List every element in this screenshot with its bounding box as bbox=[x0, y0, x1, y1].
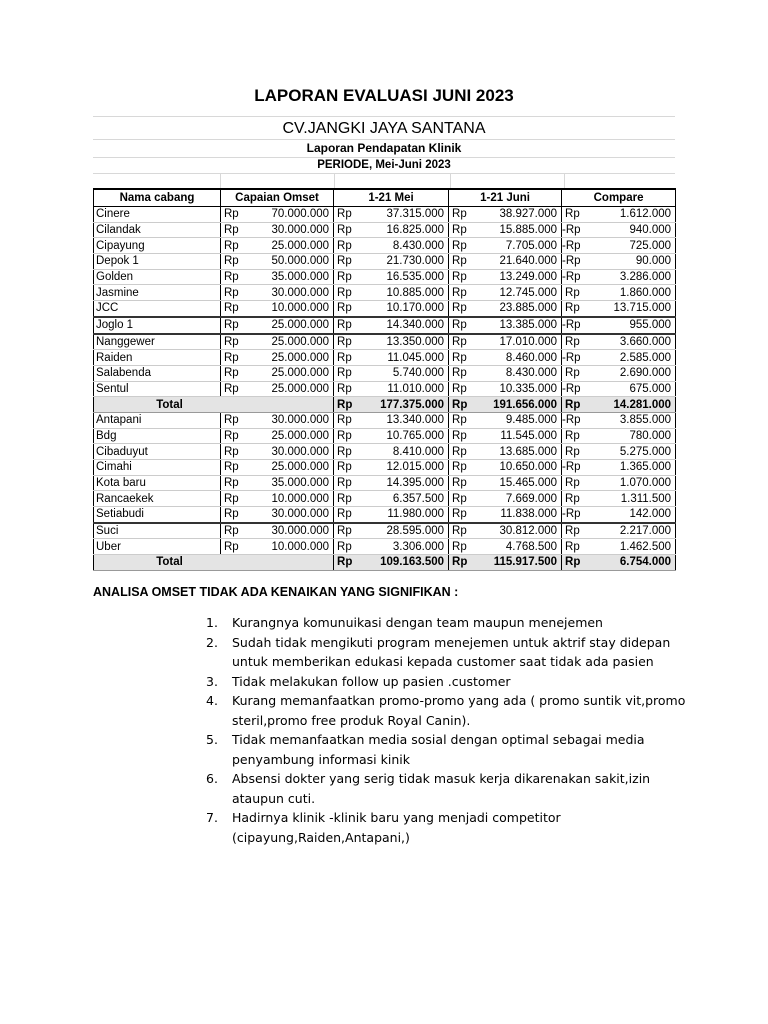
header-target: Capaian Omset bbox=[221, 189, 334, 207]
analysis-heading: ANALISA OMSET TIDAK ADA KENAIKAN YANG SIGNIFIKAN : bbox=[93, 585, 459, 599]
table-row bbox=[94, 365, 676, 381]
june-value: 8.430.000 bbox=[471, 365, 562, 381]
may-value: 10.765.000 bbox=[356, 428, 449, 444]
target-value: 30.000.000 bbox=[243, 222, 334, 238]
currency-label: Rp bbox=[221, 412, 243, 428]
currency-label: Rp bbox=[221, 444, 243, 460]
currency-label: Rp bbox=[334, 222, 356, 238]
june-value: 7.705.000 bbox=[471, 238, 562, 254]
currency-label: Rp bbox=[334, 491, 356, 507]
currency-label: Rp bbox=[334, 555, 356, 571]
currency-label: Rp bbox=[562, 475, 584, 491]
compare-value: 2.585.000 bbox=[584, 350, 676, 366]
may-value: 11.045.000 bbox=[356, 350, 449, 366]
table-row bbox=[94, 317, 676, 334]
may-value: 5.740.000 bbox=[356, 365, 449, 381]
branch-name: Sentul bbox=[94, 381, 221, 397]
header-branch: Nama cabang bbox=[94, 189, 221, 207]
branch-name: Antapani bbox=[94, 412, 221, 428]
currency-label: Rp bbox=[221, 365, 243, 381]
compare-value: 1.462.500 bbox=[584, 539, 676, 555]
total-row bbox=[94, 555, 676, 571]
item-number: 4. bbox=[206, 693, 218, 708]
analysis-list bbox=[206, 613, 686, 847]
table-row bbox=[94, 350, 676, 366]
table-row bbox=[94, 301, 676, 317]
compare-value: 955.000 bbox=[584, 317, 676, 334]
currency-label: Rp bbox=[449, 254, 471, 270]
currency-label: -Rp bbox=[562, 254, 584, 270]
june-value: 23.885.000 bbox=[471, 301, 562, 317]
table-row bbox=[94, 334, 676, 350]
may-value: 11.980.000 bbox=[356, 507, 449, 523]
revenue-table bbox=[93, 188, 676, 571]
june-value: 7.669.000 bbox=[471, 491, 562, 507]
currency-label: Rp bbox=[449, 460, 471, 476]
header-compare: Compare bbox=[562, 189, 676, 207]
currency-label: Rp bbox=[449, 301, 471, 317]
currency-label: Rp bbox=[334, 460, 356, 476]
branch-name: Suci bbox=[94, 523, 221, 539]
currency-label: -Rp bbox=[562, 381, 584, 397]
compare-value: 675.000 bbox=[584, 381, 676, 397]
branch-name: Cimahi bbox=[94, 460, 221, 476]
currency-label: Rp bbox=[334, 381, 356, 397]
june-value: 4.768.500 bbox=[471, 539, 562, 555]
currency-label: Rp bbox=[449, 334, 471, 350]
june-value: 15.885.000 bbox=[471, 222, 562, 238]
compare-value: 1.612.000 bbox=[584, 207, 676, 223]
may-value: 16.535.000 bbox=[356, 269, 449, 285]
target-value: 10.000.000 bbox=[243, 539, 334, 555]
analysis-item bbox=[206, 769, 686, 808]
branch-name: Golden bbox=[94, 269, 221, 285]
item-text: Sudah tidak mengikuti program menejemen untuk aktrif stay didepan untuk memberikan edukasi kepada customer saat tidak ada pasien bbox=[232, 634, 671, 669]
currency-label: Rp bbox=[449, 350, 471, 366]
compare-value: 13.715.000 bbox=[584, 301, 676, 317]
currency-label: Rp bbox=[221, 285, 243, 301]
june-value: 15.465.000 bbox=[471, 475, 562, 491]
currency-label: Rp bbox=[449, 365, 471, 381]
currency-label: Rp bbox=[562, 444, 584, 460]
june-value: 11.838.000 bbox=[471, 507, 562, 523]
target-value: 30.000.000 bbox=[243, 444, 334, 460]
document-title: LAPORAN EVALUASI JUNI 2023 bbox=[254, 86, 514, 105]
blank-row bbox=[93, 173, 675, 188]
branch-name: Cilandak bbox=[94, 222, 221, 238]
branch-name: Cinere bbox=[94, 207, 221, 223]
currency-label: Rp bbox=[449, 207, 471, 223]
currency-label: Rp bbox=[221, 381, 243, 397]
currency-label: Rp bbox=[449, 491, 471, 507]
branch-name: Raiden bbox=[94, 350, 221, 366]
currency-label: -Rp bbox=[562, 350, 584, 366]
currency-label: Rp bbox=[221, 507, 243, 523]
currency-label: Rp bbox=[221, 269, 243, 285]
june-value: 12.745.000 bbox=[471, 285, 562, 301]
item-text: Absensi dokter yang serig tidak masuk kerja dikarenakan sakit,izin ataupun cuti. bbox=[232, 771, 651, 806]
currency-label: -Rp bbox=[562, 222, 584, 238]
report-period: PERIODE, Mei-Juni 2023 bbox=[93, 157, 675, 173]
currency-label: Rp bbox=[221, 207, 243, 223]
table-row bbox=[94, 207, 676, 223]
june-value: 10.650.000 bbox=[471, 460, 562, 476]
header-june: 1-21 Juni bbox=[449, 189, 562, 207]
header-may: 1-21 Mei bbox=[334, 189, 449, 207]
target-value: 25.000.000 bbox=[243, 460, 334, 476]
table-row bbox=[94, 381, 676, 397]
currency-label: Rp bbox=[334, 238, 356, 254]
currency-label: Rp bbox=[562, 523, 584, 539]
target-value: 35.000.000 bbox=[243, 475, 334, 491]
table-row bbox=[94, 491, 676, 507]
june-value: 115.917.500 bbox=[471, 555, 562, 571]
currency-label: -Rp bbox=[562, 412, 584, 428]
currency-label: Rp bbox=[221, 491, 243, 507]
total-label: Total bbox=[94, 397, 334, 413]
currency-label: Rp bbox=[449, 555, 471, 571]
compare-value: 14.281.000 bbox=[584, 397, 676, 413]
may-value: 6.357.500 bbox=[356, 491, 449, 507]
currency-label: Rp bbox=[334, 397, 356, 413]
company-name: CV.JANGKI JAYA SANTANA bbox=[93, 116, 675, 139]
currency-label: -Rp bbox=[562, 460, 584, 476]
item-number: 1. bbox=[206, 615, 218, 630]
june-value: 10.335.000 bbox=[471, 381, 562, 397]
june-value: 11.545.000 bbox=[471, 428, 562, 444]
item-text: Tidak memanfaatkan media sosial dengan optimal sebagai media penyambung informasi kinik bbox=[232, 732, 645, 767]
compare-value: 1.860.000 bbox=[584, 285, 676, 301]
june-value: 13.385.000 bbox=[471, 317, 562, 334]
branch-name: Kota baru bbox=[94, 475, 221, 491]
target-value: 30.000.000 bbox=[243, 523, 334, 539]
may-value: 11.010.000 bbox=[356, 381, 449, 397]
table-row bbox=[94, 507, 676, 523]
currency-label: Rp bbox=[221, 317, 243, 334]
branch-name: Uber bbox=[94, 539, 221, 555]
currency-label: Rp bbox=[334, 444, 356, 460]
report-subtitle: Laporan Pendapatan Klinik bbox=[93, 139, 675, 157]
compare-value: 1.365.000 bbox=[584, 460, 676, 476]
compare-value: 5.275.000 bbox=[584, 444, 676, 460]
report-sheet bbox=[93, 116, 675, 571]
table-row bbox=[94, 444, 676, 460]
item-number: 6. bbox=[206, 771, 218, 786]
june-value: 9.485.000 bbox=[471, 412, 562, 428]
branch-name: Joglo 1 bbox=[94, 317, 221, 334]
branch-name: Cibaduyut bbox=[94, 444, 221, 460]
target-value: 25.000.000 bbox=[243, 365, 334, 381]
currency-label: Rp bbox=[562, 428, 584, 444]
currency-label: Rp bbox=[334, 507, 356, 523]
currency-label: -Rp bbox=[562, 507, 584, 523]
item-text: Tidak melakukan follow up pasien .customer bbox=[232, 673, 511, 689]
currency-label: Rp bbox=[449, 428, 471, 444]
branch-name: Depok 1 bbox=[94, 254, 221, 270]
currency-label: Rp bbox=[562, 539, 584, 555]
currency-label: Rp bbox=[334, 254, 356, 270]
currency-label: Rp bbox=[449, 539, 471, 555]
target-value: 10.000.000 bbox=[243, 301, 334, 317]
target-value: 70.000.000 bbox=[243, 207, 334, 223]
analysis-item bbox=[206, 672, 686, 692]
currency-label: Rp bbox=[221, 523, 243, 539]
currency-label: Rp bbox=[562, 285, 584, 301]
target-value: 25.000.000 bbox=[243, 334, 334, 350]
analysis-item bbox=[206, 691, 686, 730]
may-value: 8.410.000 bbox=[356, 444, 449, 460]
currency-label: Rp bbox=[449, 222, 471, 238]
branch-name: Salabenda bbox=[94, 365, 221, 381]
branch-name: Jasmine bbox=[94, 285, 221, 301]
currency-label: Rp bbox=[449, 317, 471, 334]
branch-name: JCC bbox=[94, 301, 221, 317]
analysis-item bbox=[206, 613, 686, 633]
branch-name: Setiabudi bbox=[94, 507, 221, 523]
currency-label: Rp bbox=[221, 539, 243, 555]
target-value: 30.000.000 bbox=[243, 507, 334, 523]
june-value: 191.656.000 bbox=[471, 397, 562, 413]
currency-label: Rp bbox=[334, 334, 356, 350]
currency-label: Rp bbox=[221, 350, 243, 366]
target-value: 50.000.000 bbox=[243, 254, 334, 270]
table-row bbox=[94, 523, 676, 539]
june-value: 13.685.000 bbox=[471, 444, 562, 460]
june-value: 21.640.000 bbox=[471, 254, 562, 270]
compare-value: 2.217.000 bbox=[584, 523, 676, 539]
branch-name: Bdg bbox=[94, 428, 221, 444]
target-value: 25.000.000 bbox=[243, 317, 334, 334]
currency-label: Rp bbox=[334, 523, 356, 539]
compare-value: 6.754.000 bbox=[584, 555, 676, 571]
currency-label: Rp bbox=[449, 523, 471, 539]
currency-label: Rp bbox=[449, 381, 471, 397]
june-value: 17.010.000 bbox=[471, 334, 562, 350]
currency-label: Rp bbox=[449, 269, 471, 285]
may-value: 13.340.000 bbox=[356, 412, 449, 428]
target-value: 10.000.000 bbox=[243, 491, 334, 507]
compare-value: 940.000 bbox=[584, 222, 676, 238]
item-number: 7. bbox=[206, 810, 218, 825]
currency-label: Rp bbox=[562, 365, 584, 381]
table-row bbox=[94, 428, 676, 444]
may-value: 3.306.000 bbox=[356, 539, 449, 555]
currency-label: Rp bbox=[334, 365, 356, 381]
currency-label: Rp bbox=[562, 555, 584, 571]
target-value: 30.000.000 bbox=[243, 412, 334, 428]
currency-label: -Rp bbox=[562, 238, 584, 254]
item-text: Hadirnya klinik -klinik baru yang menjadi competitor (cipayung,Raiden,Antapani,) bbox=[232, 810, 561, 845]
item-number: 2. bbox=[206, 634, 218, 650]
currency-label: Rp bbox=[449, 507, 471, 523]
currency-label: Rp bbox=[334, 301, 356, 317]
currency-label: Rp bbox=[334, 207, 356, 223]
currency-label: Rp bbox=[221, 238, 243, 254]
currency-label: Rp bbox=[334, 475, 356, 491]
currency-label: Rp bbox=[221, 428, 243, 444]
currency-label: Rp bbox=[449, 412, 471, 428]
target-value: 25.000.000 bbox=[243, 381, 334, 397]
currency-label: Rp bbox=[334, 428, 356, 444]
june-value: 8.460.000 bbox=[471, 350, 562, 366]
currency-label: -Rp bbox=[562, 269, 584, 285]
currency-label: Rp bbox=[449, 475, 471, 491]
currency-label: Rp bbox=[562, 207, 584, 223]
may-value: 14.395.000 bbox=[356, 475, 449, 491]
currency-label: Rp bbox=[449, 397, 471, 413]
table-header-row bbox=[94, 189, 676, 207]
target-value: 35.000.000 bbox=[243, 269, 334, 285]
currency-label: Rp bbox=[334, 269, 356, 285]
table-row bbox=[94, 412, 676, 428]
item-number: 3. bbox=[206, 673, 218, 689]
compare-value: 3.286.000 bbox=[584, 269, 676, 285]
may-value: 28.595.000 bbox=[356, 523, 449, 539]
may-value: 10.170.000 bbox=[356, 301, 449, 317]
may-value: 8.430.000 bbox=[356, 238, 449, 254]
currency-label: Rp bbox=[334, 285, 356, 301]
item-number: 5. bbox=[206, 732, 218, 747]
currency-label: Rp bbox=[562, 334, 584, 350]
branch-name: Nanggewer bbox=[94, 334, 221, 350]
currency-label: Rp bbox=[334, 412, 356, 428]
compare-value: 725.000 bbox=[584, 238, 676, 254]
compare-value: 3.660.000 bbox=[584, 334, 676, 350]
currency-label: Rp bbox=[334, 317, 356, 334]
branch-name: Cipayung bbox=[94, 238, 221, 254]
compare-value: 1.311.500 bbox=[584, 491, 676, 507]
table-row bbox=[94, 475, 676, 491]
currency-label: Rp bbox=[562, 491, 584, 507]
currency-label: Rp bbox=[334, 539, 356, 555]
currency-label: Rp bbox=[334, 350, 356, 366]
target-value: 25.000.000 bbox=[243, 428, 334, 444]
compare-value: 2.690.000 bbox=[584, 365, 676, 381]
may-value: 12.015.000 bbox=[356, 460, 449, 476]
target-value: 25.000.000 bbox=[243, 350, 334, 366]
branch-name: Rancaekek bbox=[94, 491, 221, 507]
item-text: Kurangnya komunuikasi dengan team maupun menejemen bbox=[232, 615, 603, 630]
table-row bbox=[94, 222, 676, 238]
item-text: Kurang memanfaatkan promo-promo yang ada ( promo suntik vit,promo steril,promo free produk Royal Canin). bbox=[232, 693, 686, 728]
compare-value: 142.000 bbox=[584, 507, 676, 523]
currency-label: Rp bbox=[221, 460, 243, 476]
currency-label: Rp bbox=[221, 334, 243, 350]
currency-label: Rp bbox=[221, 254, 243, 270]
total-row bbox=[94, 397, 676, 413]
compare-value: 1.070.000 bbox=[584, 475, 676, 491]
currency-label: Rp bbox=[449, 238, 471, 254]
currency-label: -Rp bbox=[562, 317, 584, 334]
may-value: 21.730.000 bbox=[356, 254, 449, 270]
table-row bbox=[94, 285, 676, 301]
analysis-item bbox=[206, 808, 686, 847]
table-row bbox=[94, 539, 676, 555]
compare-value: 3.855.000 bbox=[584, 412, 676, 428]
may-value: 13.350.000 bbox=[356, 334, 449, 350]
total-label: Total bbox=[94, 555, 334, 571]
june-value: 30.812.000 bbox=[471, 523, 562, 539]
currency-label: Rp bbox=[221, 222, 243, 238]
may-value: 16.825.000 bbox=[356, 222, 449, 238]
may-value: 10.885.000 bbox=[356, 285, 449, 301]
may-value: 177.375.000 bbox=[356, 397, 449, 413]
table-row bbox=[94, 269, 676, 285]
target-value: 25.000.000 bbox=[243, 238, 334, 254]
june-value: 38.927.000 bbox=[471, 207, 562, 223]
target-value: 30.000.000 bbox=[243, 285, 334, 301]
may-value: 109.163.500 bbox=[356, 555, 449, 571]
currency-label: Rp bbox=[221, 475, 243, 491]
table-row bbox=[94, 238, 676, 254]
currency-label: Rp bbox=[221, 301, 243, 317]
currency-label: Rp bbox=[562, 301, 584, 317]
currency-label: Rp bbox=[449, 285, 471, 301]
may-value: 37.315.000 bbox=[356, 207, 449, 223]
may-value: 14.340.000 bbox=[356, 317, 449, 334]
compare-value: 90.000 bbox=[584, 254, 676, 270]
analysis-item bbox=[206, 730, 686, 769]
currency-label: Rp bbox=[449, 444, 471, 460]
june-value: 13.249.000 bbox=[471, 269, 562, 285]
currency-label: Rp bbox=[562, 397, 584, 413]
table-row bbox=[94, 254, 676, 270]
analysis-item bbox=[206, 633, 686, 672]
table-row bbox=[94, 460, 676, 476]
compare-value: 780.000 bbox=[584, 428, 676, 444]
